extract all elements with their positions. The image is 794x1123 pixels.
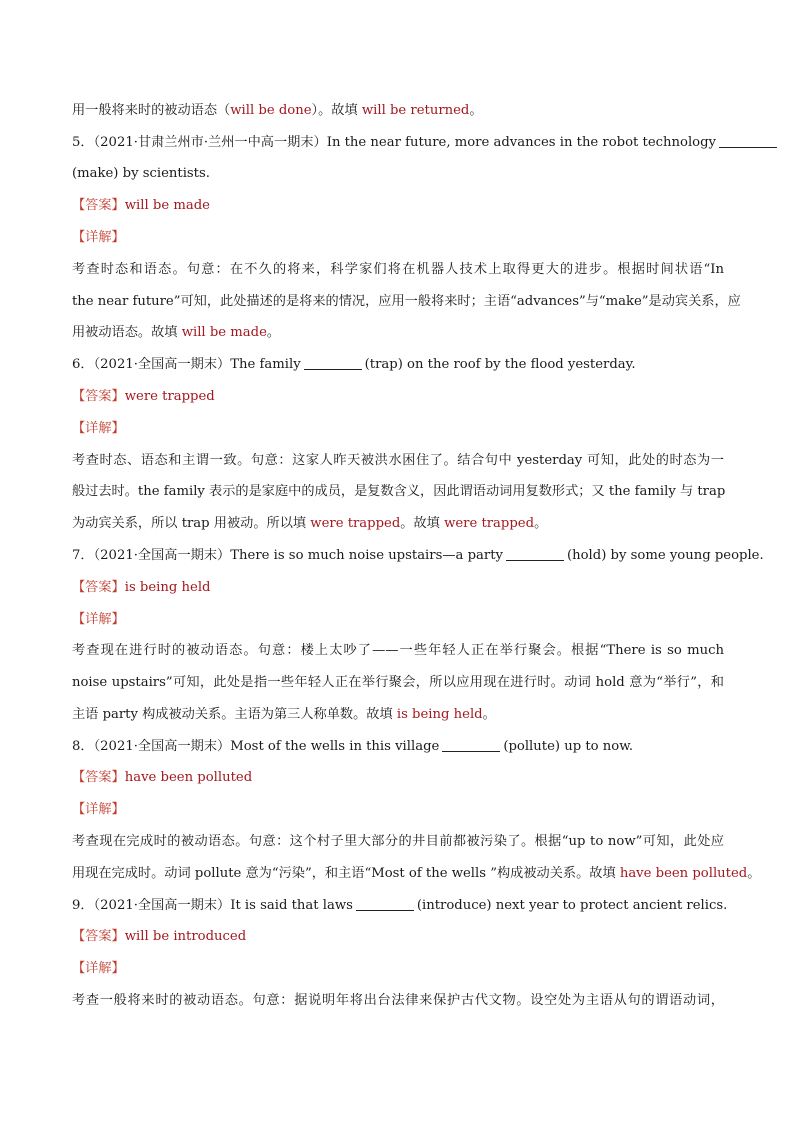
- detail-label: 【详解】: [72, 612, 125, 627]
- detail-label: 【详解】: [72, 961, 125, 976]
- detail-5-line2: [72, 292, 741, 312]
- answer-blank: [719, 133, 777, 148]
- question-5-line2: [72, 164, 724, 184]
- question-number: 7．: [72, 548, 94, 563]
- question-source: （2021·甘肃兰州市·兰州一中高一期末）: [93, 135, 327, 150]
- intro-red-2: will be returned: [361, 103, 470, 118]
- detail-end: 。: [747, 866, 761, 881]
- detail-label-6: [72, 419, 724, 439]
- detail-9-line1: [72, 991, 724, 1011]
- question-text: (hold) by some young people.: [566, 548, 764, 563]
- question-8: [72, 737, 724, 757]
- question-source: （2021·全国高一期末）: [93, 357, 231, 372]
- answer-label: 【答案】: [72, 770, 125, 785]
- answer-text: were trapped: [124, 389, 215, 404]
- intro-line: [72, 101, 724, 121]
- question-text: (make) by scientists.: [72, 166, 210, 181]
- detail-text: 用被动语态。故填: [72, 325, 182, 340]
- detail-6-line1: [72, 451, 724, 471]
- question-number: 8．: [72, 739, 94, 754]
- detail-text: the near future”可知，此处描述的是将来的情况，应用一般将来时；主语“advances”与“make”是动宾关系，应: [72, 294, 741, 309]
- detail-label-5: [72, 228, 724, 248]
- detail-7-line2: [72, 673, 724, 693]
- detail-8-line2: [72, 864, 761, 884]
- question-text: It is said that laws: [230, 898, 353, 913]
- detail-label-7: [72, 610, 724, 630]
- question-source: （2021·全国高一期末）: [93, 898, 231, 913]
- detail-label: 【详解】: [72, 802, 125, 817]
- question-text: (introduce) next year to protect ancient relics.: [416, 898, 728, 913]
- question-9: [72, 896, 728, 916]
- answer-9: [72, 927, 724, 947]
- question-number: 6．: [72, 357, 94, 372]
- intro-text: 用一般将来时的被动语态（: [72, 103, 231, 118]
- answer-label: 【答案】: [72, 929, 125, 944]
- detail-answer: will be made: [181, 325, 267, 340]
- answer-text: will be made: [124, 198, 210, 213]
- detail-5-line1: [72, 260, 724, 280]
- intro-red-1: will be done: [230, 103, 312, 118]
- detail-answer: were trapped: [444, 516, 535, 531]
- question-text: Most of the wells in this village: [230, 739, 440, 754]
- answer-text: have been polluted: [124, 770, 253, 785]
- detail-text: 考查一般将来时的被动语态。句意：据说明年将出台法律来保护古代文物。设空处为主语从句的谓语动词，: [72, 993, 724, 1008]
- intro-mid: ）。故填: [311, 103, 362, 118]
- intro-end: 。: [469, 103, 483, 118]
- answer-blank: [304, 355, 362, 370]
- answer-blank: [506, 546, 564, 561]
- question-7: [72, 546, 764, 566]
- question-text: In the near future, more advances in the robot technology: [326, 135, 717, 150]
- answer-blank: [356, 896, 414, 911]
- detail-text: noise upstairs”可知，此处是指一些年轻人正在举行聚会，所以应用现在进行时。动词 hold 意为“举行”，和: [72, 675, 724, 690]
- detail-8-line1: [72, 832, 724, 852]
- question-source: （2021·全国高一期末）: [93, 548, 231, 563]
- detail-7-line3: [72, 705, 724, 725]
- detail-7-line1: [72, 641, 724, 661]
- detail-6-line2: [72, 482, 724, 502]
- detail-end: 。: [534, 516, 548, 531]
- detail-label: 【详解】: [72, 421, 125, 436]
- detail-answer: is being held: [396, 707, 483, 722]
- detail-answer: have been polluted: [619, 866, 748, 881]
- detail-text: 般过去时。the family 表示的是家庭中的成员，是复数含义，因此谓语动词用复数形式；又 the family 与 trap: [72, 484, 726, 499]
- answer-label: 【答案】: [72, 198, 125, 213]
- question-number: 9．: [72, 898, 94, 913]
- question-5: [72, 133, 724, 153]
- detail-text: 考查现在完成时的被动语态。句意：这个村子里大部分的井目前都被污染了。根据“up to now”可知，此处应: [72, 834, 724, 849]
- detail-label: 【详解】: [72, 230, 125, 245]
- detail-text: 考查时态和语态。句意：在不久的将来，科学家们将在机器人技术上取得更大的进步。根据时间状语“In: [72, 262, 724, 277]
- detail-text: 用现在完成时。动词 pollute 意为“污染”，和主语“Most of the wells ”构成被动关系。故填: [72, 866, 620, 881]
- answer-7: [72, 578, 724, 598]
- answer-6: [72, 387, 724, 407]
- answer-label: 【答案】: [72, 580, 125, 595]
- question-text: (trap) on the roof by the flood yesterday.: [364, 357, 636, 372]
- answer-text: is being held: [124, 580, 211, 595]
- detail-5-line3: [72, 323, 724, 343]
- answer-8: [72, 768, 724, 788]
- detail-label-9: [72, 959, 724, 979]
- answer-blank: [442, 737, 500, 752]
- detail-text: 主语 party 构成被动关系。主语为第三人称单数。故填: [72, 707, 397, 722]
- question-text: There is so much noise upstairs—a party: [230, 548, 503, 563]
- question-6: [72, 355, 724, 375]
- answer-label: 【答案】: [72, 389, 125, 404]
- detail-6-line3: [72, 514, 724, 534]
- question-text: The family: [230, 357, 301, 372]
- detail-text: 考查时态、语态和主谓一致。句意：这家人昨天被洪水困住了。结合句中 yesterday 可知，此处的时态为一: [72, 453, 724, 468]
- detail-answer: were trapped: [310, 516, 401, 531]
- question-source: （2021·全国高一期末）: [93, 739, 231, 754]
- question-number: 5．: [72, 135, 94, 150]
- detail-end: 。: [482, 707, 496, 722]
- detail-label-8: [72, 800, 724, 820]
- detail-text: 为动宾关系，所以 trap 用被动。所以填: [72, 516, 311, 531]
- answer-text: will be introduced: [124, 929, 247, 944]
- question-text: (pollute) up to now.: [503, 739, 634, 754]
- detail-end: 。: [266, 325, 281, 340]
- detail-text: 。故填: [400, 516, 445, 531]
- answer-5: [72, 196, 724, 216]
- detail-text: 考查现在进行时的被动语态。句意：楼上太吵了——一些年轻人正在举行聚会。根据“There is so much: [72, 643, 724, 658]
